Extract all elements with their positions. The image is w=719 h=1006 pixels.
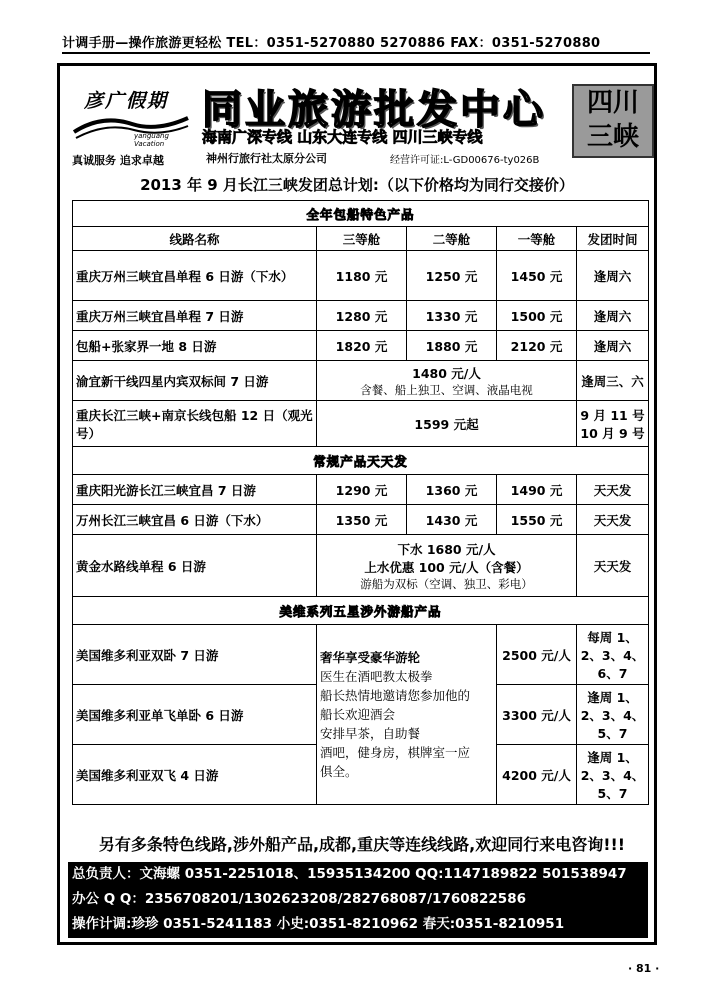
routes-line: 海南广深专线 山东大连专线 四川三峡专线 bbox=[202, 128, 483, 146]
departure-days: 5、7 bbox=[597, 725, 628, 741]
departure-cell: 天天发 bbox=[577, 535, 649, 597]
route-name: 重庆阳光游长江三峡宜昌 7 日游 bbox=[73, 475, 317, 505]
departure-days: 逢周 1、 bbox=[587, 689, 638, 705]
license-number: 经营许可证:L-GD00676-ty026B bbox=[390, 155, 540, 166]
departure-cell: 天天发 bbox=[577, 475, 649, 505]
departure-date: 9 月 11 号 bbox=[580, 407, 645, 423]
departure-days: 6、7 bbox=[597, 665, 628, 681]
route-name: 重庆长江三峡+南京长线包船 12 日（观光号） bbox=[73, 401, 317, 447]
cruise-desc-line: 安排早茶，自助餐 bbox=[320, 726, 421, 741]
price-cell: 1450 元 bbox=[497, 251, 577, 301]
plan-title: 2013 年 9 月长江三峡发团总计划:（以下价格均为同行交接价） bbox=[140, 176, 574, 194]
table-row bbox=[73, 251, 649, 301]
top-contact-bar: 计调手册—操作旅游更轻松 TEL：0351-5270880 5270886 FAX：0351-5270880 bbox=[62, 32, 650, 54]
price-cell: 1880 元 bbox=[407, 331, 497, 361]
price-cell: 1180 元 bbox=[317, 251, 407, 301]
departure-cell: 逢周三、六 bbox=[577, 361, 649, 401]
price-cell: 3300 元/人 bbox=[497, 685, 577, 745]
route-name: 美国维多利亚单飞单卧 6 日游 bbox=[73, 685, 317, 745]
price-cell: 1350 元 bbox=[317, 505, 407, 535]
departure-cell bbox=[577, 625, 649, 685]
column-header: 一等舱 bbox=[497, 227, 577, 251]
price-cell: 1490 元 bbox=[497, 475, 577, 505]
price-cell: 4200 元/人 bbox=[497, 745, 577, 805]
departure-days: 每周 1、 bbox=[587, 629, 638, 645]
cruise-desc-line: 俱全。 bbox=[320, 764, 358, 779]
price-cell: 1430 元 bbox=[407, 505, 497, 535]
route-name: 美国维多利亚双卧 7 日游 bbox=[73, 625, 317, 685]
departure-days: 5、7 bbox=[597, 785, 628, 801]
route-name: 重庆万州三峡宜昌单程 6 日游（下水） bbox=[73, 251, 317, 301]
table-row bbox=[73, 625, 649, 685]
table-row bbox=[73, 361, 649, 401]
logo bbox=[72, 86, 192, 170]
section-header: 常规产品天天发 bbox=[73, 447, 649, 475]
section-header: 全年包船特色产品 bbox=[73, 201, 649, 227]
price-cell: 1330 元 bbox=[407, 301, 497, 331]
departure-days: 逢周 1、 bbox=[587, 749, 638, 765]
table-row bbox=[73, 401, 649, 447]
column-header: 线路名称 bbox=[73, 227, 317, 251]
price-value: 下水 1680 元/人 bbox=[397, 541, 496, 557]
header bbox=[66, 72, 650, 172]
departure-cell: 逢周六 bbox=[577, 301, 649, 331]
contact-line: 操作计调:珍珍 0351-5241183 小史:0351-8210962 春天:0351-8210951 bbox=[72, 916, 565, 932]
price-value: 1480 元/人 bbox=[412, 365, 481, 381]
price-cell: 1280 元 bbox=[317, 301, 407, 331]
promo-line: 另有多条特色线路,涉外船产品,成都,重庆等连线线路,欢迎同行来电咨询!!! bbox=[98, 835, 626, 854]
table-row bbox=[73, 301, 649, 331]
departure-cell: 逢周六 bbox=[577, 331, 649, 361]
price-cell bbox=[317, 361, 577, 401]
price-cell: 1820 元 bbox=[317, 331, 407, 361]
company-name: 神州行旅行社太原分公司 bbox=[206, 152, 327, 165]
page-number: · 81 · bbox=[628, 962, 660, 975]
table-row bbox=[73, 535, 649, 597]
cruise-desc-title: 奢华享受豪华游轮 bbox=[320, 650, 421, 665]
route-name: 黄金水路线单程 6 日游 bbox=[73, 535, 317, 597]
cruise-desc-line: 船长热情地邀请您参加他的 bbox=[320, 688, 471, 703]
price-cell: 2120 元 bbox=[497, 331, 577, 361]
route-name: 美国维多利亚双飞 4 日游 bbox=[73, 745, 317, 805]
region-badge-line1: 四川 bbox=[586, 88, 639, 118]
departure-cell bbox=[577, 745, 649, 805]
table-row bbox=[73, 331, 649, 361]
price-note: 含餐、船上独卫、空调、液晶电视 bbox=[360, 382, 533, 397]
departure-days: 2、3、4、 bbox=[580, 707, 645, 723]
contact-line: 总负责人：文海螺 0351-2251018、15935134200 QQ:1147189822 501538947 bbox=[72, 866, 627, 882]
departure-cell: 逢周六 bbox=[577, 251, 649, 301]
cruise-description bbox=[317, 625, 497, 805]
table-row bbox=[73, 505, 649, 535]
price-cell: 1550 元 bbox=[497, 505, 577, 535]
price-cell: 2500 元/人 bbox=[497, 625, 577, 685]
departure-days: 2、3、4、 bbox=[580, 767, 645, 783]
column-header: 三等舱 bbox=[317, 227, 407, 251]
price-table bbox=[72, 200, 649, 805]
route-name: 重庆万州三峡宜昌单程 7 日游 bbox=[73, 301, 317, 331]
column-header: 发团时间 bbox=[577, 227, 649, 251]
price-value: 上水优惠 100 元/人（含餐） bbox=[364, 559, 529, 575]
route-name: 万州长江三峡宜昌 6 日游（下水） bbox=[73, 505, 317, 535]
departure-days: 2、3、4、 bbox=[580, 647, 645, 663]
route-name: 渝宜新干线四星内宾双标间 7 日游 bbox=[73, 361, 317, 401]
price-cell: 1360 元 bbox=[407, 475, 497, 505]
logo-name: 彦广假期 bbox=[84, 90, 169, 112]
logo-slogan: 真诚服务 追求卓越 bbox=[72, 154, 164, 167]
cruise-desc-line: 医生在酒吧教太极拳 bbox=[320, 669, 433, 684]
departure-cell bbox=[577, 685, 649, 745]
price-cell: 1250 元 bbox=[407, 251, 497, 301]
departure-date: 10 月 9 号 bbox=[580, 425, 645, 441]
contact-panel bbox=[68, 862, 648, 938]
price-cell: 1290 元 bbox=[317, 475, 407, 505]
price-note: 游船为双标（空调、独卫、彩电） bbox=[360, 576, 533, 591]
departure-cell: 天天发 bbox=[577, 505, 649, 535]
price-cell: 1599 元起 bbox=[317, 401, 577, 447]
contact-line: 办公 Q Q：2356708201/1302623208/282768087/1760822586 bbox=[72, 891, 526, 907]
cruise-desc-line: 酒吧，健身房，棋牌室一应 bbox=[320, 745, 471, 760]
route-name: 包船+张家界一地 8 日游 bbox=[73, 331, 317, 361]
main-title: 同业旅游批发中心 bbox=[202, 87, 546, 133]
cruise-desc-line: 船长欢迎酒会 bbox=[320, 707, 396, 722]
logo-subtitle: yanguang Vacation bbox=[134, 132, 169, 148]
advertisement-frame bbox=[57, 63, 657, 945]
region-badge-line2: 三峡 bbox=[586, 122, 639, 152]
column-header: 二等舱 bbox=[407, 227, 497, 251]
table-row bbox=[73, 475, 649, 505]
departure-cell bbox=[577, 401, 649, 447]
section-header: 美维系列五星涉外游船产品 bbox=[73, 597, 649, 625]
price-cell bbox=[317, 535, 577, 597]
price-cell: 1500 元 bbox=[497, 301, 577, 331]
region-badge bbox=[572, 84, 654, 158]
